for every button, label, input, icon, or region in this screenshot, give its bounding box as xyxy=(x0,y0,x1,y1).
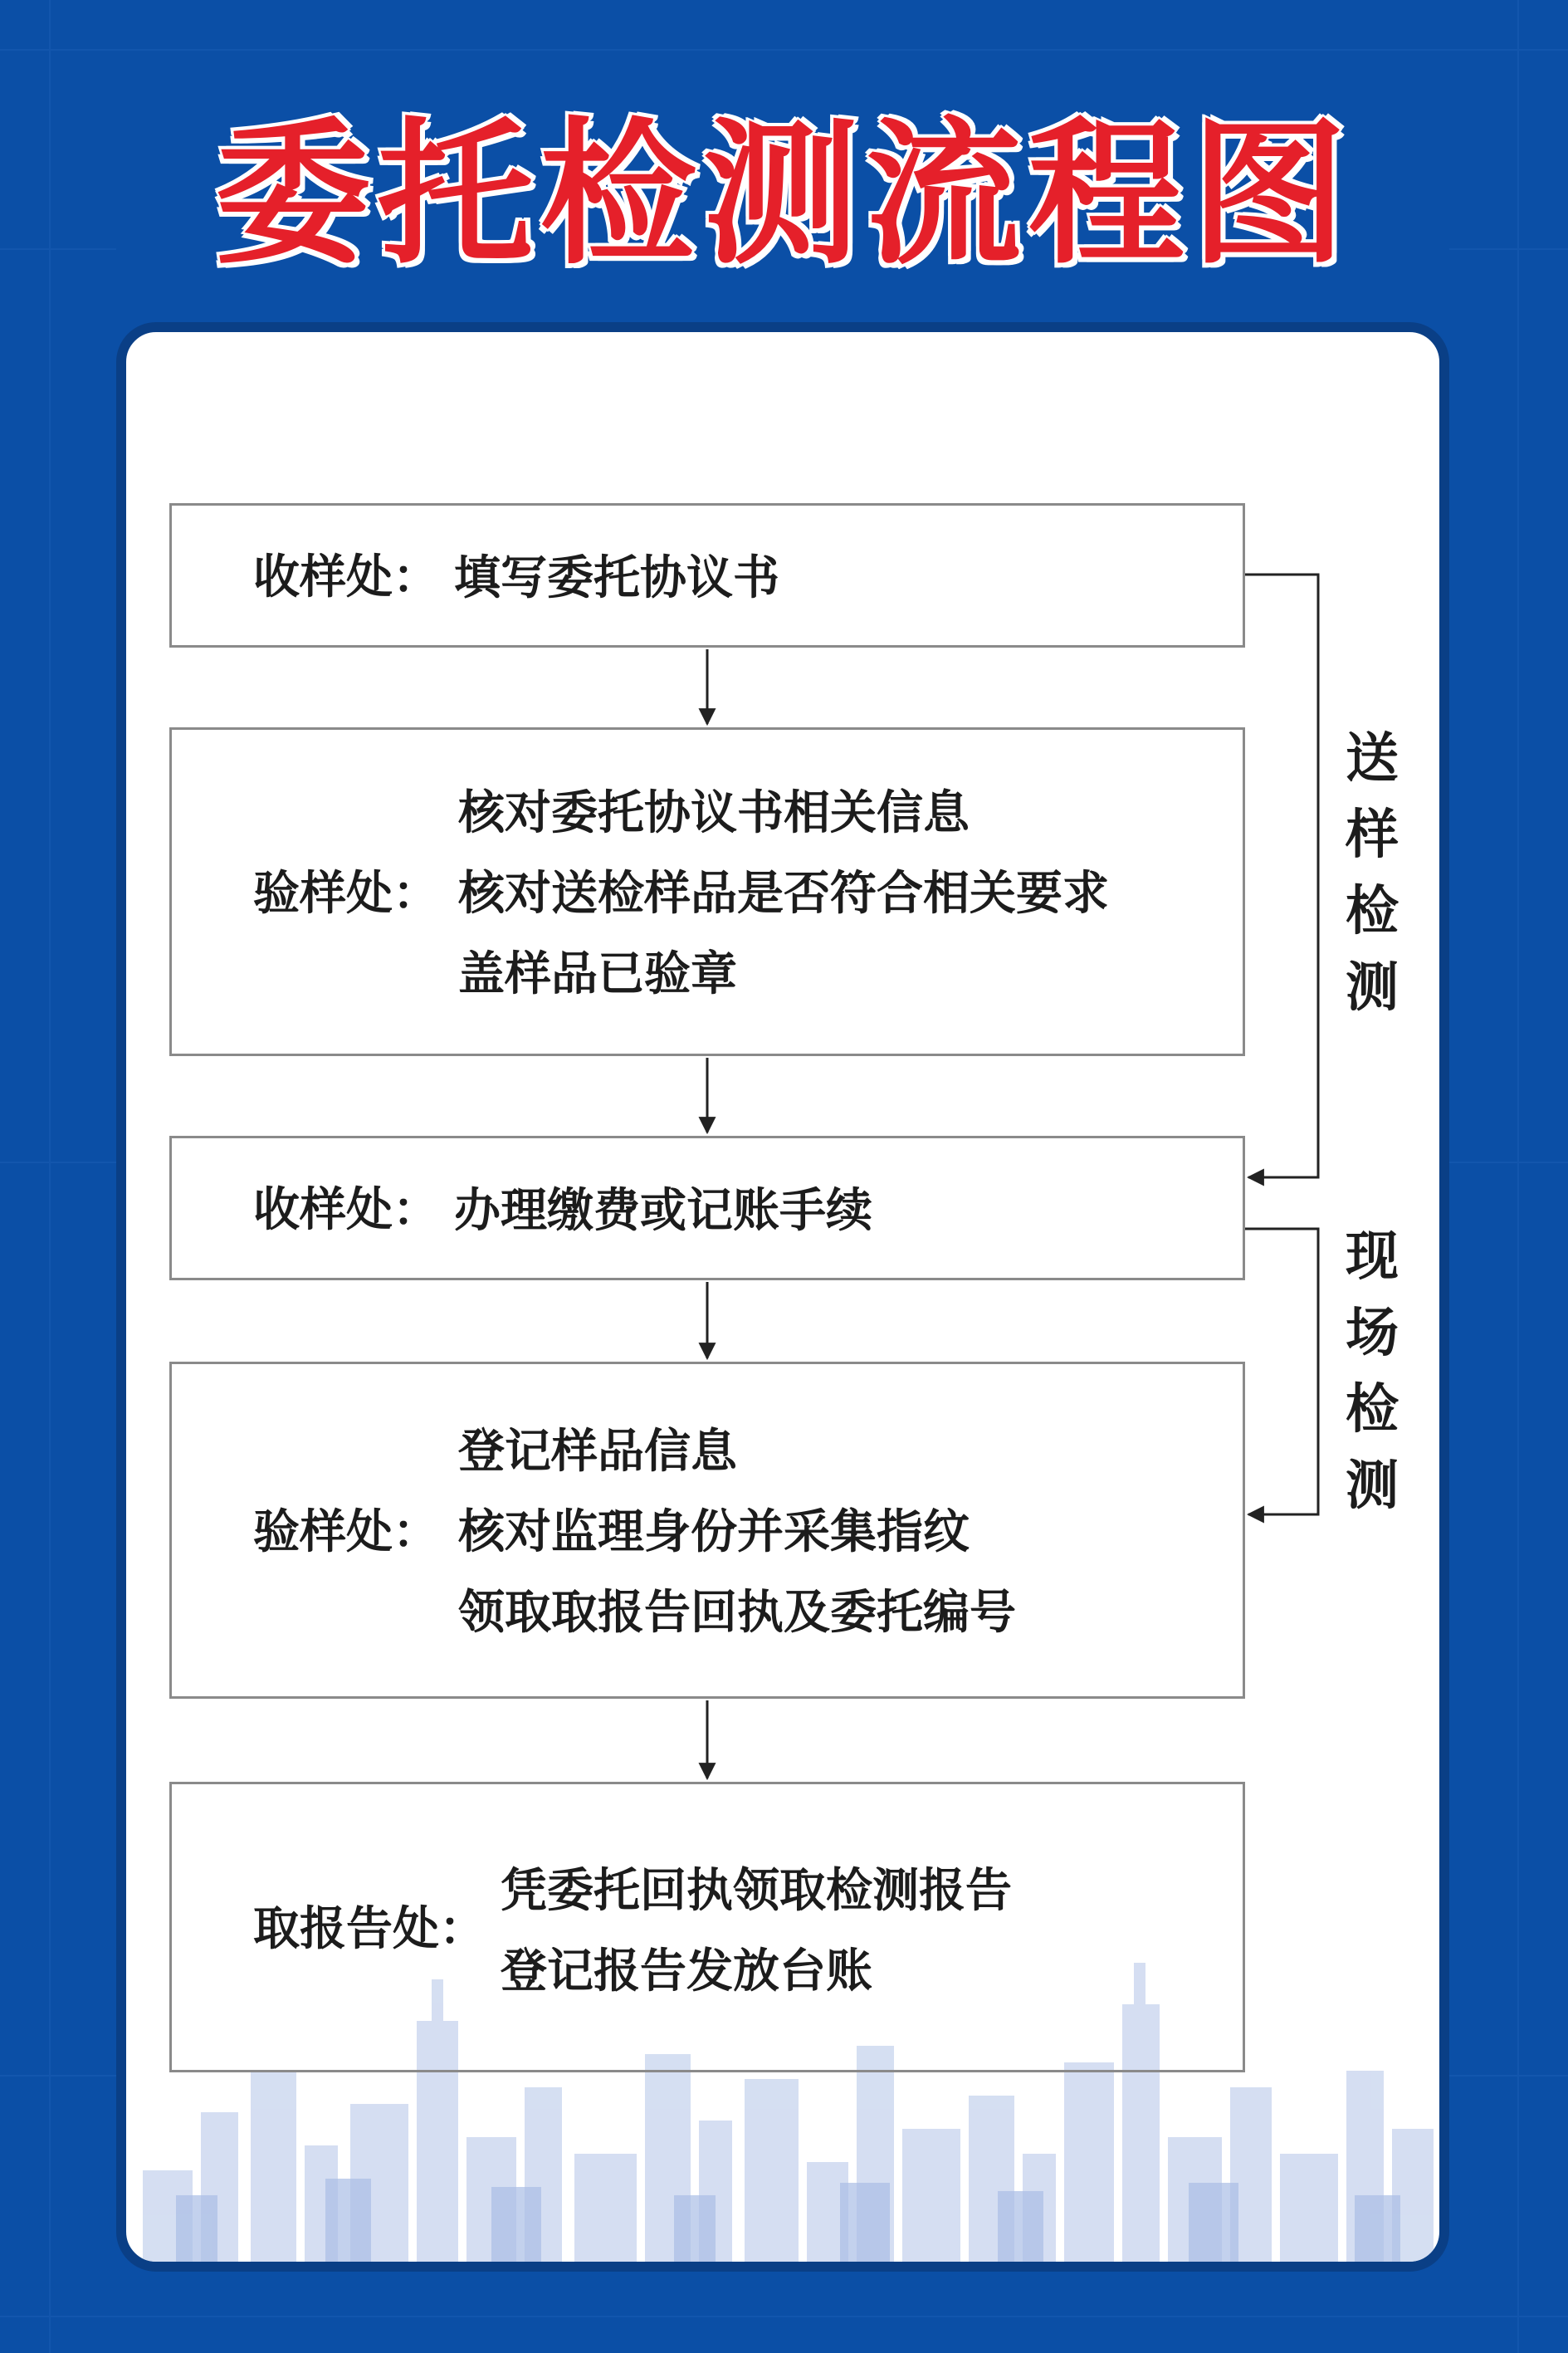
step-2-line-3: 盖样品已验章 xyxy=(458,947,737,1001)
step-5-box xyxy=(169,1782,1245,2072)
branch-2-char-2: 场 xyxy=(1346,1303,1399,1364)
branch-1-char-1: 送 xyxy=(1346,728,1399,790)
step-2-line-1: 核对委托协议书相关信息 xyxy=(458,786,970,840)
step-2-box xyxy=(169,727,1245,1056)
branch-1-char-4: 测 xyxy=(1346,957,1399,1019)
branch-2-char-1: 现 xyxy=(1346,1226,1399,1288)
step-1-label: 收样处： xyxy=(253,550,439,604)
step-5-label: 取报告处： xyxy=(253,1902,486,1956)
branch-1-char-2: 样 xyxy=(1346,805,1399,866)
step-5-line-2: 登记报告发放台账 xyxy=(501,1945,872,1998)
step-4-line-2: 核对监理身份并采集指纹 xyxy=(458,1505,970,1559)
branch-label-send-sample xyxy=(1339,721,1405,1026)
step-4-line-3: 领取取报告回执及委托编号 xyxy=(458,1586,1016,1640)
step-5-line-1: 凭委托回执领取检测报告 xyxy=(501,1864,1012,1918)
step-2-line-2: 核对送检样品是否符合相关要求 xyxy=(458,867,1109,921)
branch-1-char-3: 检 xyxy=(1346,881,1399,942)
page-title: 委托检测流程图 xyxy=(214,104,1354,286)
step-1-box xyxy=(169,503,1245,648)
step-4-label: 验样处： xyxy=(253,1505,439,1559)
step-4-box xyxy=(169,1362,1245,1699)
step-4-line-1: 登记样品信息 xyxy=(458,1425,737,1479)
step-3-label: 收样处： xyxy=(253,1183,439,1237)
branch-2-char-3: 检 xyxy=(1346,1379,1399,1441)
step-3-line-1: 办理缴费或记账手续 xyxy=(454,1184,872,1238)
branch-label-onsite-test xyxy=(1339,1219,1405,1524)
step-1-line-1: 填写委托协议书 xyxy=(454,551,779,605)
step-2-label: 验样处： xyxy=(253,867,439,921)
branch-2-char-4: 测 xyxy=(1346,1455,1399,1517)
step-3-box xyxy=(169,1136,1245,1280)
